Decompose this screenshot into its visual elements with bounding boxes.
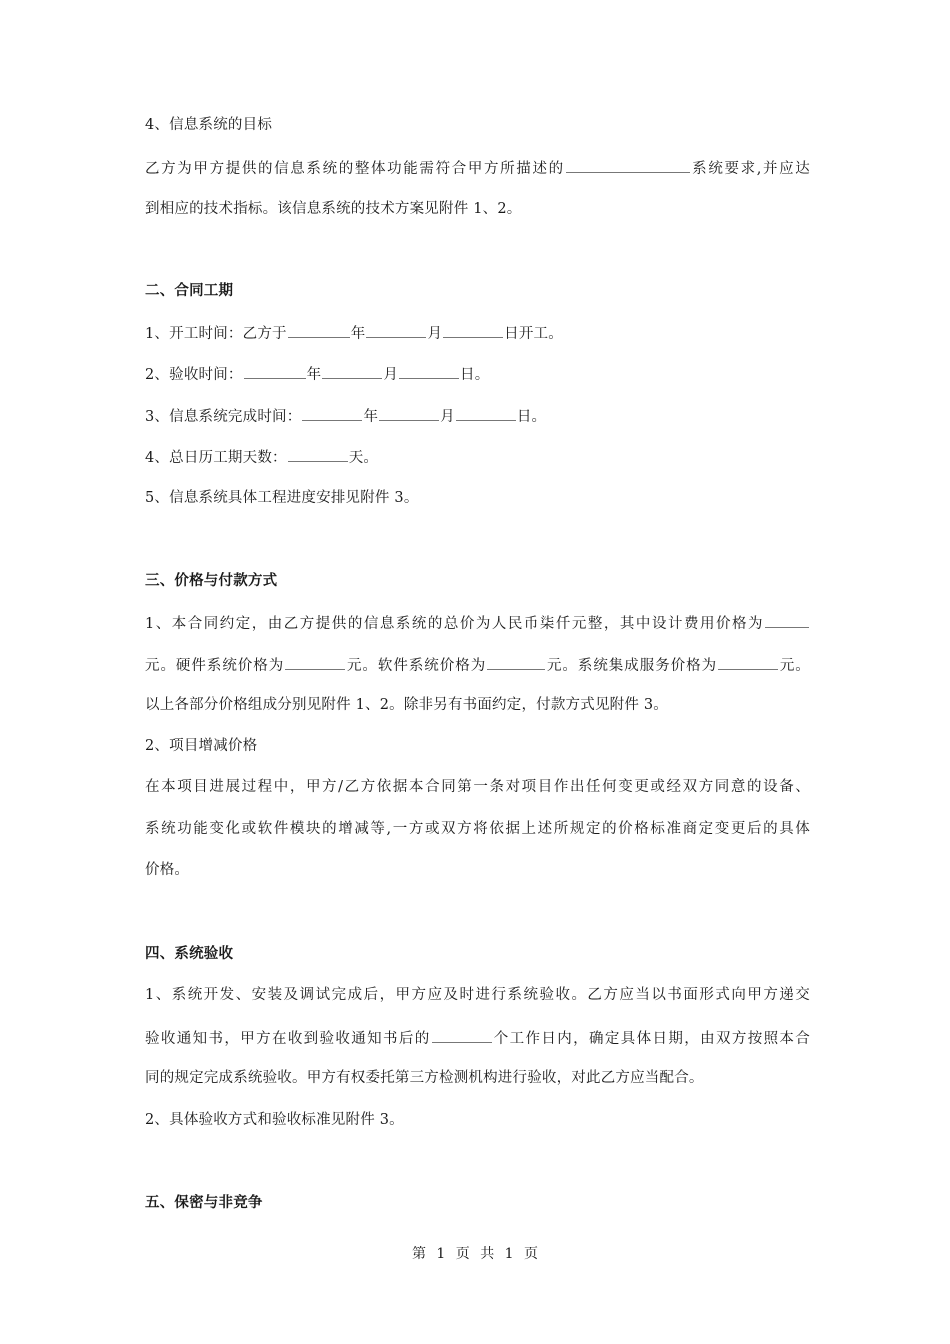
- page-number-footer: 第 1 页 共 1 页: [411, 1246, 539, 1262]
- acceptance-paragraph-line1: 1、系统开发、安装及调试完成后，甲方应及时进行系统验收。乙方应当以书面形式向甲方递交: [145, 987, 810, 1003]
- blank-field: [366, 322, 426, 338]
- price-paragraph-line2: 元。硬件系统价格为 元。软件系统价格为 元。系统集成服务价格为 元。: [145, 654, 810, 676]
- blank-field: [379, 405, 439, 421]
- blank-field: [244, 363, 306, 379]
- blank-field: [288, 446, 348, 462]
- blank-field: [399, 363, 459, 379]
- schedule-start-time: 1、开工时间：乙方于 年 月 日开工。: [145, 322, 810, 344]
- paragraph-system-goal-line1: 乙方为甲方提供的信息系统的整体功能需符合甲方所描述的 系统要求,并应达: [145, 157, 810, 179]
- blank-field: [566, 157, 690, 173]
- price-adjustment-line3: 价格。: [145, 862, 190, 878]
- price-adjustment-line2: 系统功能变化或软件模块的增减等,一方或双方将依据上述所规定的价格标准商定变更后的具体: [145, 821, 810, 837]
- blank-field: [288, 322, 350, 338]
- item-4-title: 4、信息系统的目标: [145, 117, 273, 133]
- blank-field: [322, 363, 382, 379]
- acceptance-paragraph-line2: 验收通知书，甲方在收到验收通知书后的 个工作日内，确定具体日期，由双方按照本合: [145, 1027, 810, 1049]
- acceptance-method-note: 2、具体验收方式和验收标准见附件 3。: [145, 1112, 404, 1128]
- schedule-total-days: 4、总日历工期天数： 天。: [145, 446, 810, 468]
- schedule-completion-time: 3、信息系统完成时间： 年 月 日。: [145, 405, 810, 427]
- blank-field: [718, 654, 778, 670]
- blank-field: [432, 1027, 492, 1043]
- blank-field: [302, 405, 362, 421]
- price-paragraph-line1: 1、本合同约定，由乙方提供的信息系统的总价为人民币柒仟元整，其中设计费用价格为: [145, 612, 810, 634]
- section-heading-acceptance: 四、系统验收: [145, 946, 234, 962]
- blank-field: [285, 654, 345, 670]
- blank-field: [443, 322, 503, 338]
- section-heading-price: 三、价格与付款方式: [145, 573, 278, 589]
- blank-field: [765, 612, 809, 628]
- acceptance-paragraph-line3: 同的规定完成系统验收。甲方有权委托第三方检测机构进行验收，对此乙方应当配合。: [145, 1070, 704, 1086]
- price-adjustment-title: 2、项目增减价格: [145, 738, 258, 754]
- blank-field: [487, 654, 545, 670]
- schedule-acceptance-time: 2、验收时间： 年 月 日。: [145, 363, 810, 385]
- section-heading-confidentiality: 五、保密与非竞争: [145, 1195, 263, 1211]
- price-paragraph-line3: 以上各部分价格组成分别见附件 1、2。除非另有书面约定，付款方式见附件 3。: [145, 697, 668, 713]
- price-adjustment-line1: 在本项目进展过程中，甲方/乙方依据本合同第一条对项目作出任何变更或经双方同意的设备、: [145, 779, 810, 795]
- section-heading-schedule: 二、合同工期: [145, 283, 234, 299]
- blank-field: [456, 405, 516, 421]
- schedule-progress-note: 5、信息系统具体工程进度安排见附件 3。: [145, 490, 419, 506]
- paragraph-system-goal-line2: 到相应的技术指标。该信息系统的技术方案见附件 1、2。: [145, 201, 522, 217]
